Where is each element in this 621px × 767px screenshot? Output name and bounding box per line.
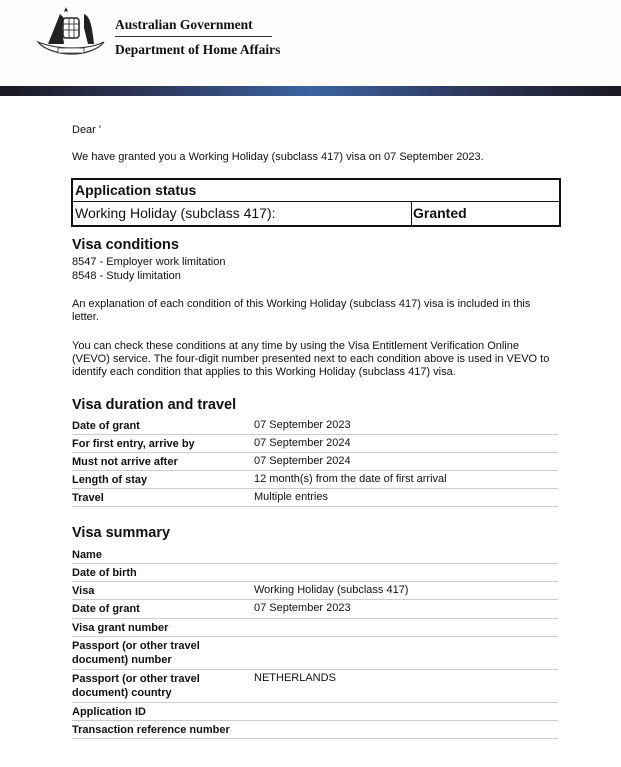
table-row (72, 600, 558, 619)
conditions-title: Visa conditions (72, 237, 179, 253)
application-status-box (71, 178, 561, 227)
row-value: NETHERLANDS (254, 672, 336, 684)
row-label: Transaction reference number (72, 724, 230, 736)
table-row (72, 417, 558, 435)
greeting: Dear ' (72, 124, 101, 136)
row-label: Must not arrive after (72, 456, 178, 468)
row-label: Passport (or other travel document) number (72, 640, 200, 666)
table-row (72, 721, 558, 739)
row-value: 12 month(s) from the date of first arrival (254, 473, 447, 485)
row-label: Application ID (72, 706, 146, 718)
row-label: Travel (72, 492, 104, 504)
row-value: 07 September 2024 (254, 455, 351, 467)
row-label: Visa (72, 585, 95, 597)
intro-text: We have granted you a Working Holiday (subclass 417) visa on 07 September 2023. (72, 151, 484, 163)
row-label: Passport (or other travel document) country (72, 673, 200, 699)
conditions-explanation: An explanation of each condition of this Working Holiday (subclass 417) visa is included in this letter. (72, 298, 531, 323)
row-label: Date of grant (72, 420, 140, 432)
row-label: Visa grant number (72, 622, 169, 634)
coat-of-arms-logo (34, 4, 108, 60)
duration-title: Visa duration and travel (72, 397, 237, 413)
row-label: Length of stay (72, 474, 148, 486)
table-row (72, 489, 558, 507)
application-status-title: Application status (75, 182, 197, 198)
row-value: 07 September 2023 (254, 419, 351, 431)
header-bar (0, 86, 621, 96)
table-row (72, 546, 558, 564)
row-label: Name (72, 549, 102, 561)
vevo-text: You can check these conditions at any time by using the Visa Entitlement Verification Online (VEVO) service. The four-digit number presented next to each condition above is used in VEVO to identify each condition that applies to this Working Holiday (subclass 417) visa. (72, 340, 550, 378)
department-name: Department of Home Affairs (115, 42, 281, 57)
table-row (72, 471, 558, 489)
row-label: Date of birth (72, 567, 137, 579)
row-value: 07 September 2023 (254, 602, 351, 614)
summary-title: Visa summary (72, 525, 171, 541)
status-value: Granted (413, 205, 467, 221)
table-row (72, 435, 558, 453)
divider (115, 36, 272, 37)
row-value: Working Holiday (subclass 417) (254, 584, 409, 596)
condition-item: 8548 - Study limitation (72, 270, 181, 282)
table-row (72, 453, 558, 471)
letterhead (0, 0, 621, 86)
table-row (72, 670, 558, 703)
table-row (72, 703, 558, 721)
table-row (72, 564, 558, 582)
org-name: Australian Government (115, 17, 253, 32)
row-label: Date of grant (72, 603, 140, 615)
table-row (72, 637, 558, 670)
table-row (72, 619, 558, 637)
row-value: Multiple entries (254, 491, 328, 503)
row-value: 07 September 2024 (254, 437, 351, 449)
row-label: For first entry, arrive by (72, 438, 195, 450)
visa-label: Working Holiday (subclass 417): (75, 205, 276, 221)
table-row (72, 582, 558, 600)
condition-item: 8547 - Employer work limitation (72, 256, 226, 268)
